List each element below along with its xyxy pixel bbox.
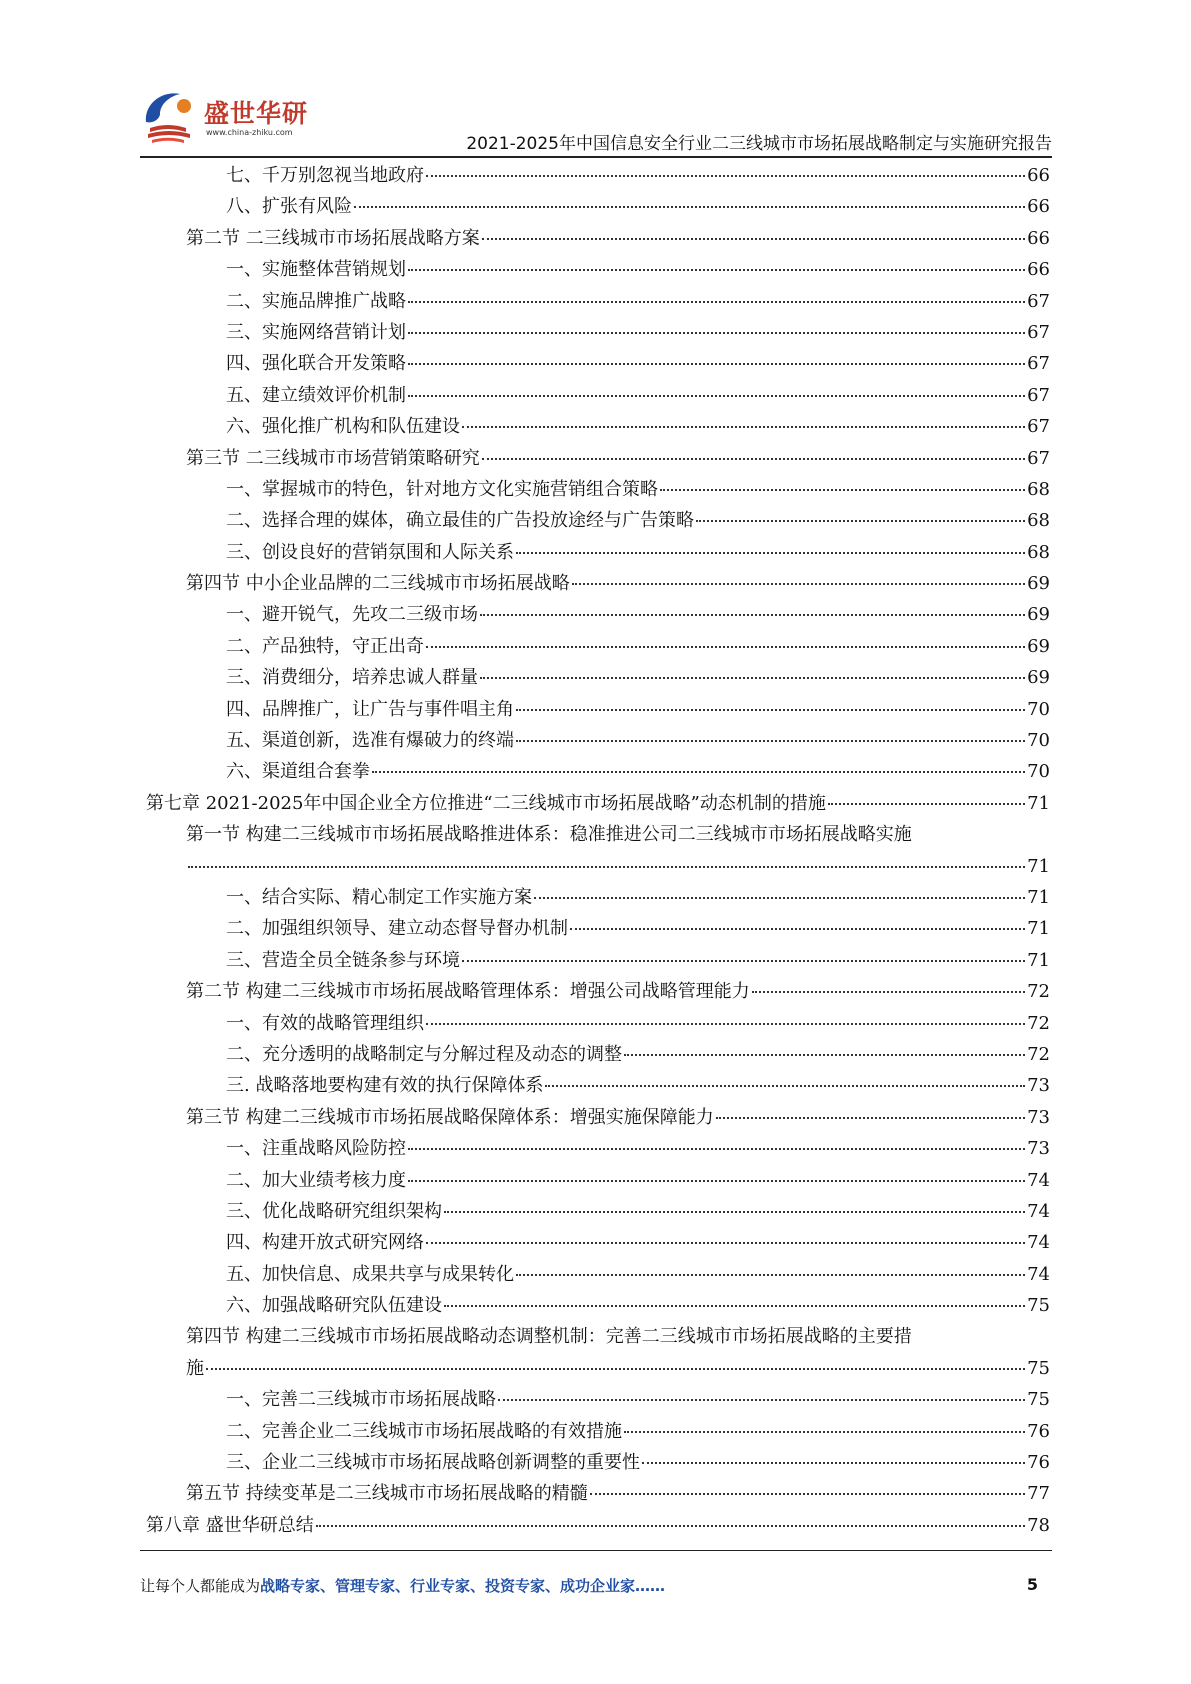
- toc-entry[interactable]: [146, 1008, 1050, 1039]
- toc-entry[interactable]: [146, 1133, 1050, 1164]
- toc-leader-dots: [444, 1287, 1025, 1307]
- toc-entry[interactable]: [146, 819, 1050, 850]
- toc-page-number: 68: [1027, 510, 1050, 532]
- toc-leader-dots: [516, 534, 1025, 554]
- toc-entry-title: 一、结合实际、精心制定工作实施方案: [226, 886, 532, 908]
- toc-page-number: 76: [1027, 1420, 1050, 1442]
- toc-leader-dots: [480, 596, 1025, 616]
- toc-entry[interactable]: [146, 411, 1050, 442]
- toc-entry[interactable]: [146, 537, 1050, 568]
- toc-page-number: 72: [1027, 1043, 1050, 1065]
- toc-page-number: 67: [1027, 353, 1050, 375]
- toc-leader-dots: [408, 377, 1025, 397]
- toc-entry-title: 一、注重战略风险防控: [226, 1138, 406, 1160]
- toc-page-number: 67: [1027, 384, 1050, 406]
- toc-entry-title: 第四节 中小企业品牌的二三线城市市场拓展战略: [186, 573, 570, 595]
- logo-name: 盛世华研: [204, 99, 309, 128]
- toc-page-number: 68: [1027, 478, 1050, 500]
- toc-page-number: 67: [1027, 321, 1050, 343]
- toc-entry-title: 第七章 2021-2025年中国企业全方位推进“二三线城市市场拓展战略”动态机制的措施: [146, 792, 826, 814]
- toc-leader-dots: [426, 628, 1025, 648]
- toc-entry[interactable]: [146, 1384, 1050, 1415]
- toc-entry[interactable]: [146, 474, 1050, 505]
- toc-entry-continuation[interactable]: [146, 1353, 1050, 1384]
- toc-leader-dots: [188, 848, 1025, 868]
- toc-entry[interactable]: [146, 1510, 1050, 1541]
- toc-leader-dots: [716, 1099, 1025, 1119]
- toc-entry-title: 六、加强战略研究队伍建设: [226, 1295, 442, 1317]
- toc-leader-dots: [572, 565, 1025, 585]
- footer-divider: [140, 1550, 1052, 1551]
- toc-page-number: 69: [1027, 635, 1050, 657]
- toc-entry[interactable]: [146, 1227, 1050, 1258]
- toc-page-number: 78: [1027, 1514, 1050, 1536]
- toc-entry-title: 一、完善二三线城市市场拓展战略: [226, 1389, 496, 1411]
- toc-entry[interactable]: [146, 788, 1050, 819]
- toc-page-number: 67: [1027, 416, 1050, 438]
- toc-entry[interactable]: [146, 1039, 1050, 1070]
- toc-entry[interactable]: [146, 443, 1050, 474]
- toc-entry-title: 二、完善企业二三线城市市场拓展战略的有效措施: [226, 1420, 622, 1442]
- toc-entry-title: 第八章 盛世华研总结: [146, 1514, 314, 1536]
- toc-leader-dots: [426, 1224, 1025, 1244]
- toc-page-number: 74: [1027, 1232, 1050, 1254]
- toc-entry-title: 一、掌握城市的特色，针对地方文化实施营销组合策略: [226, 478, 658, 500]
- toc-entry[interactable]: [146, 945, 1050, 976]
- toc-leader-dots: [642, 1444, 1025, 1464]
- toc-entry-title: 第二节 二三线城市市场拓展战略方案: [186, 227, 480, 249]
- toc-entry[interactable]: [146, 662, 1050, 693]
- toc-entry-title: 二、产品独特，守正出奇: [226, 635, 424, 657]
- toc-entry[interactable]: [146, 505, 1050, 536]
- toc-entry[interactable]: [146, 694, 1050, 725]
- toc-leader-dots: [752, 973, 1025, 993]
- toc-page-number: 72: [1027, 981, 1050, 1003]
- toc-entry[interactable]: [146, 756, 1050, 787]
- toc-page-number: 71: [1027, 949, 1050, 971]
- toc-page-number: 74: [1027, 1200, 1050, 1222]
- toc-entry-title: 第五节 持续变革是二三线城市市场拓展战略的精髓: [186, 1483, 588, 1505]
- toc-leader-dots: [624, 1036, 1025, 1056]
- toc-page-number: 69: [1027, 573, 1050, 595]
- footer-slogan-highlight: 战略专家、管理专家、行业专家、投资专家、成功企业家……: [260, 1577, 666, 1595]
- toc-page-number: 76: [1027, 1452, 1050, 1474]
- toc-entry[interactable]: [146, 286, 1050, 317]
- toc-leader-dots: [206, 1350, 1025, 1370]
- table-of-contents: [146, 160, 1050, 1541]
- page-footer: [140, 1575, 1052, 1601]
- toc-leader-dots: [482, 440, 1025, 460]
- toc-page-number: 75: [1027, 1295, 1050, 1317]
- toc-entry-title: 四、强化联合开发策略: [226, 353, 406, 375]
- toc-leader-dots: [462, 942, 1025, 962]
- toc-page-number: 71: [1027, 855, 1050, 877]
- toc-entry-title: 一、有效的战略管理组织: [226, 1012, 424, 1034]
- toc-entry-title: 一、避开锐气，先攻二三级市场: [226, 604, 478, 626]
- toc-page-number: 66: [1027, 165, 1050, 186]
- toc-leader-dots: [534, 879, 1025, 899]
- toc-leader-dots: [408, 314, 1025, 334]
- toc-page-number: 69: [1027, 667, 1050, 689]
- toc-leader-dots: [516, 1256, 1025, 1276]
- toc-leader-dots: [590, 1475, 1025, 1495]
- toc-entry-title: 五、加快信息、成果共享与成果转化: [226, 1263, 514, 1285]
- toc-page-number: 67: [1027, 290, 1050, 312]
- toc-page-number: 74: [1027, 1169, 1050, 1191]
- toc-entry-title: 二、实施品牌推广战略: [226, 290, 406, 312]
- toc-entry[interactable]: [146, 913, 1050, 944]
- toc-entry[interactable]: [146, 1416, 1050, 1447]
- toc-entry-title: 二、加大业绩考核力度: [226, 1169, 406, 1191]
- toc-leader-dots: [516, 691, 1025, 711]
- toc-page-number: 75: [1027, 1389, 1050, 1411]
- toc-page-number: 73: [1027, 1106, 1050, 1128]
- toc-entry-title: 七、千万别忽视当地政府: [226, 165, 424, 186]
- toc-page-number: 66: [1027, 196, 1050, 218]
- footer-slogan-lead: 让每个人都能成为: [140, 1577, 261, 1595]
- toc-entry[interactable]: [146, 1259, 1050, 1290]
- report-title: 2021-2025年中国信息安全行业二三线城市市场拓展战略制定与实施研究报告: [466, 134, 1052, 154]
- toc-leader-dots: [480, 659, 1025, 679]
- toc-page-number: 70: [1027, 730, 1050, 752]
- toc-entry[interactable]: [146, 191, 1050, 222]
- toc-page-number: 67: [1027, 447, 1050, 469]
- toc-entry[interactable]: [146, 223, 1050, 254]
- toc-leader-dots: [696, 502, 1025, 522]
- toc-leader-dots: [462, 408, 1025, 428]
- toc-entry[interactable]: [146, 1321, 1050, 1352]
- toc-leader-dots: [372, 753, 1025, 773]
- toc-page-number: 70: [1027, 761, 1050, 783]
- toc-entry[interactable]: [146, 1102, 1050, 1133]
- toc-leader-dots: [660, 471, 1025, 491]
- page-header: [140, 84, 1052, 156]
- toc-entry[interactable]: [146, 1447, 1050, 1478]
- toc-leader-dots: [354, 188, 1025, 208]
- toc-entry[interactable]: [146, 725, 1050, 756]
- toc-leader-dots: [316, 1507, 1025, 1527]
- toc-leader-dots: [570, 910, 1025, 930]
- toc-page-number: 73: [1027, 1075, 1050, 1097]
- toc-leader-dots: [408, 1130, 1025, 1150]
- toc-entry[interactable]: [146, 1290, 1050, 1321]
- toc-leader-dots: [545, 1067, 1025, 1087]
- toc-entry-title: 三、企业二三线城市市场拓展战略创新调整的重要性: [226, 1452, 640, 1474]
- toc-leader-dots: [408, 251, 1025, 271]
- toc-leader-dots: [444, 1193, 1025, 1213]
- toc-page-number: 75: [1027, 1357, 1050, 1379]
- toc-entry[interactable]: [146, 976, 1050, 1007]
- toc-entry[interactable]: [146, 882, 1050, 913]
- toc-entry[interactable]: [146, 631, 1050, 662]
- toc-page-number: 71: [1027, 886, 1050, 908]
- toc-leader-dots: [482, 220, 1025, 240]
- toc-entry-title: 一、实施整体营销规划: [226, 259, 406, 281]
- logo-mark-icon: [140, 84, 204, 148]
- toc-leader-dots: [624, 1413, 1025, 1433]
- toc-leader-dots: [426, 157, 1025, 177]
- toc-leader-dots: [408, 1162, 1025, 1182]
- toc-entry[interactable]: [146, 1196, 1050, 1227]
- toc-page-number: 70: [1027, 698, 1050, 720]
- toc-entry[interactable]: [146, 1165, 1050, 1196]
- toc-entry[interactable]: [146, 599, 1050, 630]
- toc-entry[interactable]: [146, 160, 1050, 191]
- toc-entry[interactable]: [146, 1478, 1050, 1509]
- toc-entry-title: 六、渠道组合套拳: [226, 761, 370, 783]
- toc-entry[interactable]: [146, 1070, 1050, 1101]
- toc-entry-title: 第三节 构建二三线城市市场拓展战略保障体系：增强实施保障能力: [186, 1106, 714, 1128]
- toc-entry-title: 八、扩张有风险: [226, 196, 352, 218]
- toc-entry-title: 第一节 构建二三线城市市场拓展战略推进体系：稳准推进公司二三线城市市场拓展战略实施: [186, 824, 912, 846]
- toc-leader-dots: [426, 1005, 1025, 1025]
- toc-entry-title: 第三节 二三线城市市场营销策略研究: [186, 447, 480, 469]
- toc-page-number: 71: [1027, 918, 1050, 940]
- toc-entry-title: 第四节 构建二三线城市市场拓展战略动态调整机制：完善二三线城市市场拓展战略的主要措: [186, 1326, 912, 1348]
- toc-entry[interactable]: [146, 317, 1050, 348]
- toc-leader-dots: [516, 722, 1025, 742]
- toc-page-number: 71: [1027, 792, 1050, 814]
- toc-page-number: 68: [1027, 541, 1050, 563]
- toc-entry[interactable]: [146, 348, 1050, 379]
- toc-entry-title: 三、消费细分，培养忠诚人群量: [226, 667, 478, 689]
- toc-entry-title: 五、建立绩效评价机制: [226, 384, 406, 406]
- toc-leader-dots: [408, 345, 1025, 365]
- page-number: 5: [1026, 1575, 1038, 1594]
- toc-entry[interactable]: [146, 380, 1050, 411]
- toc-entry-title: 三、创设良好的营销氛围和人际关系: [226, 541, 514, 563]
- toc-page-number: 69: [1027, 604, 1050, 626]
- logo-url: www.china-zhiku.com: [206, 128, 293, 137]
- toc-entry-title: 四、构建开放式研究网络: [226, 1232, 424, 1254]
- toc-entry[interactable]: [146, 254, 1050, 285]
- toc-entry-title: 三. 战略落地要构建有效的执行保障体系: [226, 1075, 544, 1097]
- toc-entry-title: 第二节 构建二三线城市市场拓展战略管理体系：增强公司战略管理能力: [186, 981, 750, 1003]
- toc-entry-title-continued: 施: [186, 1357, 204, 1379]
- toc-page-number: 72: [1027, 1012, 1050, 1034]
- toc-entry-title: 二、加强组织领导、建立动态督导督办机制: [226, 918, 568, 940]
- toc-leader-dots: [408, 283, 1025, 303]
- toc-entry-title: 二、充分透明的战略制定与分解过程及动态的调整: [226, 1043, 622, 1065]
- toc-entry-title: 六、强化推广机构和队伍建设: [226, 416, 460, 438]
- toc-leader-dots: [498, 1381, 1025, 1401]
- toc-page-number: 66: [1027, 227, 1050, 249]
- toc-leader-dots: [828, 785, 1025, 805]
- toc-page-number: 73: [1027, 1138, 1050, 1160]
- toc-entry-title: 三、优化战略研究组织架构: [226, 1200, 442, 1222]
- toc-entry[interactable]: [146, 568, 1050, 599]
- toc-entry-title: 五、渠道创新，选准有爆破力的终端: [226, 730, 514, 752]
- toc-entry-title: 二、选择合理的媒体，确立最佳的广告投放途经与广告策略: [226, 510, 694, 532]
- toc-page-number: 74: [1027, 1263, 1050, 1285]
- toc-page-number: 77: [1027, 1483, 1050, 1505]
- toc-page-number: 66: [1027, 259, 1050, 281]
- toc-entry-title: 三、营造全员全链条参与环境: [226, 949, 460, 971]
- toc-entry-title: 三、实施网络营销计划: [226, 321, 406, 343]
- toc-entry-continuation[interactable]: [146, 851, 1050, 882]
- toc-entry-title: 四、品牌推广，让广告与事件唱主角: [226, 698, 514, 720]
- company-logo: [140, 84, 310, 150]
